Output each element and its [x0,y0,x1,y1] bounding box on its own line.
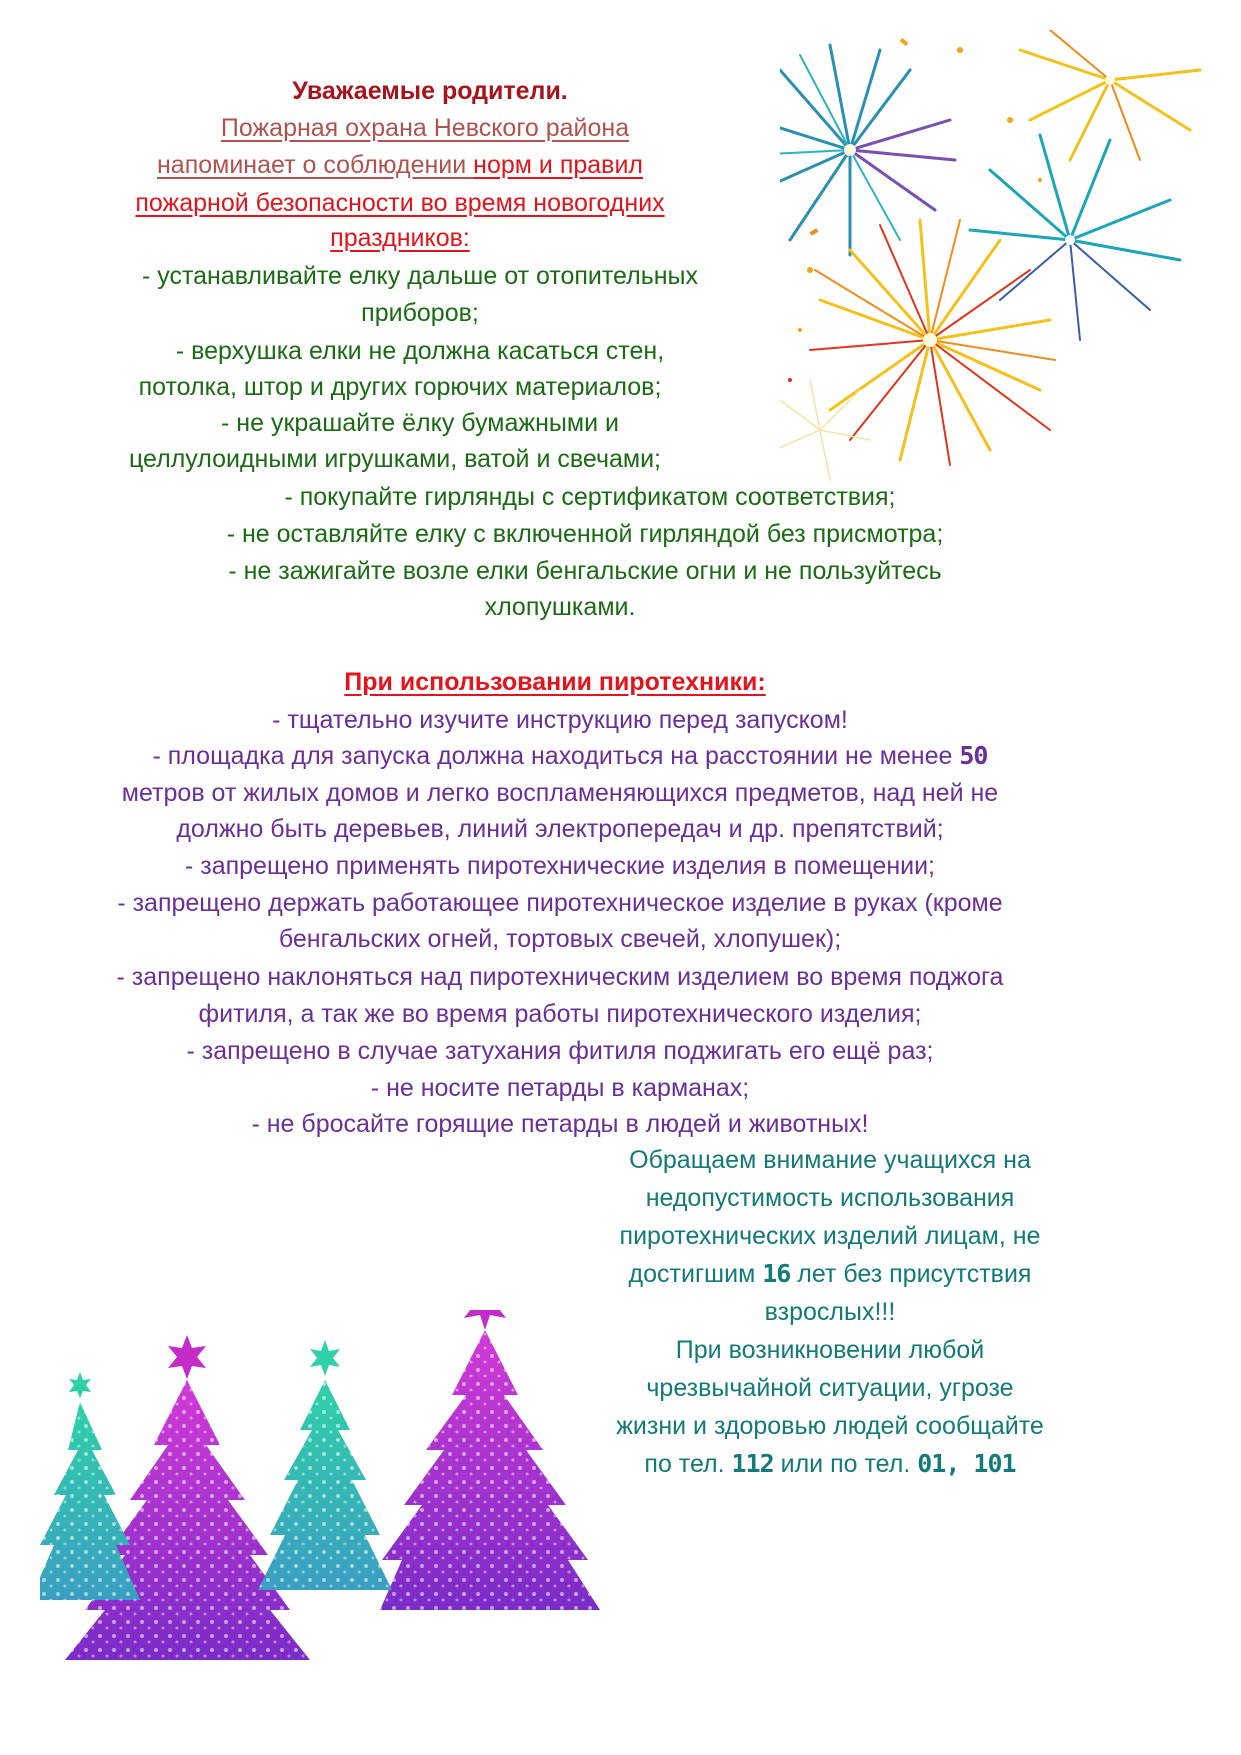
tree-rule: - не украшайте ёлку бумажными и [221,409,619,437]
emergency-line: чрезвычайной ситуации, угрозе [646,1374,1014,1402]
teal-tree-icon [258,1340,392,1590]
emergency-text: или по тел. [773,1450,918,1478]
notice-line: пиротехнических изделий лицам, не [619,1222,1041,1250]
notice-line: взрослых!!! [764,1298,896,1326]
pyro-rule: - не бросайте горящие петарды в людей и животных! [251,1110,869,1138]
christmas-trees-illustration [40,1310,600,1710]
tree-rule: - не оставляйте елку с включенной гирляндой без присмотра; [226,520,944,548]
tree-rule: - не зажигайте возле елки бенгальские огни и не пользуйтесь [228,557,942,585]
notice-line: недопустимость использования [645,1184,1015,1212]
firework-gold-icon [810,220,1055,465]
purple-tree-icon [380,1310,600,1610]
pyro-rule: - запрещено применять пиротехнические изделия в помещении; [184,852,936,880]
pyro-rule: - не носите петарды в карманах; [370,1074,750,1102]
intro-highlight: норм и правил [473,151,644,179]
age-limit-value: 16 [762,1259,791,1288]
tree-rule: - покупайте гирлянды с сертификатом соответствия; [284,483,896,511]
phone-number-112: 112 [731,1449,774,1478]
teal-tree-icon [40,1372,140,1600]
emergency-line: При возникновении любой [675,1336,985,1364]
notice-text: достигшим [628,1260,763,1288]
pyro-rule: - запрещено в случае затухания фитиля поджигать его ещё раз; [186,1037,934,1065]
emergency-line [570,1447,1090,1481]
pyro-rule [90,739,1050,773]
pyro-distance-value: 50 [959,741,988,770]
phone-number-01-101: 01, 101 [917,1449,1016,1478]
fireworks-illustration [780,30,1220,500]
intro-highlight: праздников: [330,224,470,252]
tree-rule: целлулоидными игрушками, ватой и свечами; [129,445,661,473]
firework-blue-icon [780,45,955,255]
pyro-rule-text: - площадка для запуска должна находиться на расстоянии не менее [152,742,960,770]
tree-rule: - верхушка елки не должна касаться стен, [175,337,665,365]
intro-line-3: пожарной безопасности во время новогодних [135,189,665,217]
intro-line-2 [120,148,680,182]
pyro-rule: должно быть деревьев, линий электропередач и др. препятствий; [176,815,944,843]
intro-line-1 [190,111,660,145]
firework-teal-icon [970,135,1180,340]
pyro-rule: - тщательно изучите инструкцию перед запуском! [272,706,848,734]
pyro-rule: метров от жилых домов и легко воспламеняющихся предметов, над ней не [121,779,999,807]
document-title: Уважаемые родители. [292,77,568,105]
pyro-heading [330,665,780,699]
emergency-line: жизни и здоровью людей сообщайте [616,1412,1044,1440]
pyro-rule: - запрещено наклоняться над пиротехническим изделием во время поджога [116,963,1004,991]
intro-text: напоминает о соблюдении [156,151,474,179]
pyro-rule: бенгальских огней, тортовых свечей, хлопушек); [278,925,842,953]
intro-line-4 [300,221,500,255]
notice-line [570,1257,1090,1291]
pyro-rule: фитиля, а так же во время работы пиротехнического изделия; [198,1000,922,1028]
tree-rule: - устанавливайте елку дальше от отопительных [141,262,699,290]
tree-rule: потолка, штор и других горючих материалов; [138,373,662,401]
pyro-heading-text: При использовании пиротехники: [344,668,766,696]
pyro-rule: - запрещено держать работающее пиротехническое изделие в руках (кроме [117,889,1003,917]
tree-rule: хлопушками. [484,593,636,621]
notice-line: Обращаем внимание учащихся на [629,1146,1031,1174]
notice-text: лет без присутствия [790,1260,1032,1288]
emergency-text: по тел. [644,1450,732,1478]
firework-pale-icon [780,380,870,480]
intro-text: Пожарная охрана Невского района [220,114,630,142]
tree-rule: приборов; [361,299,479,327]
